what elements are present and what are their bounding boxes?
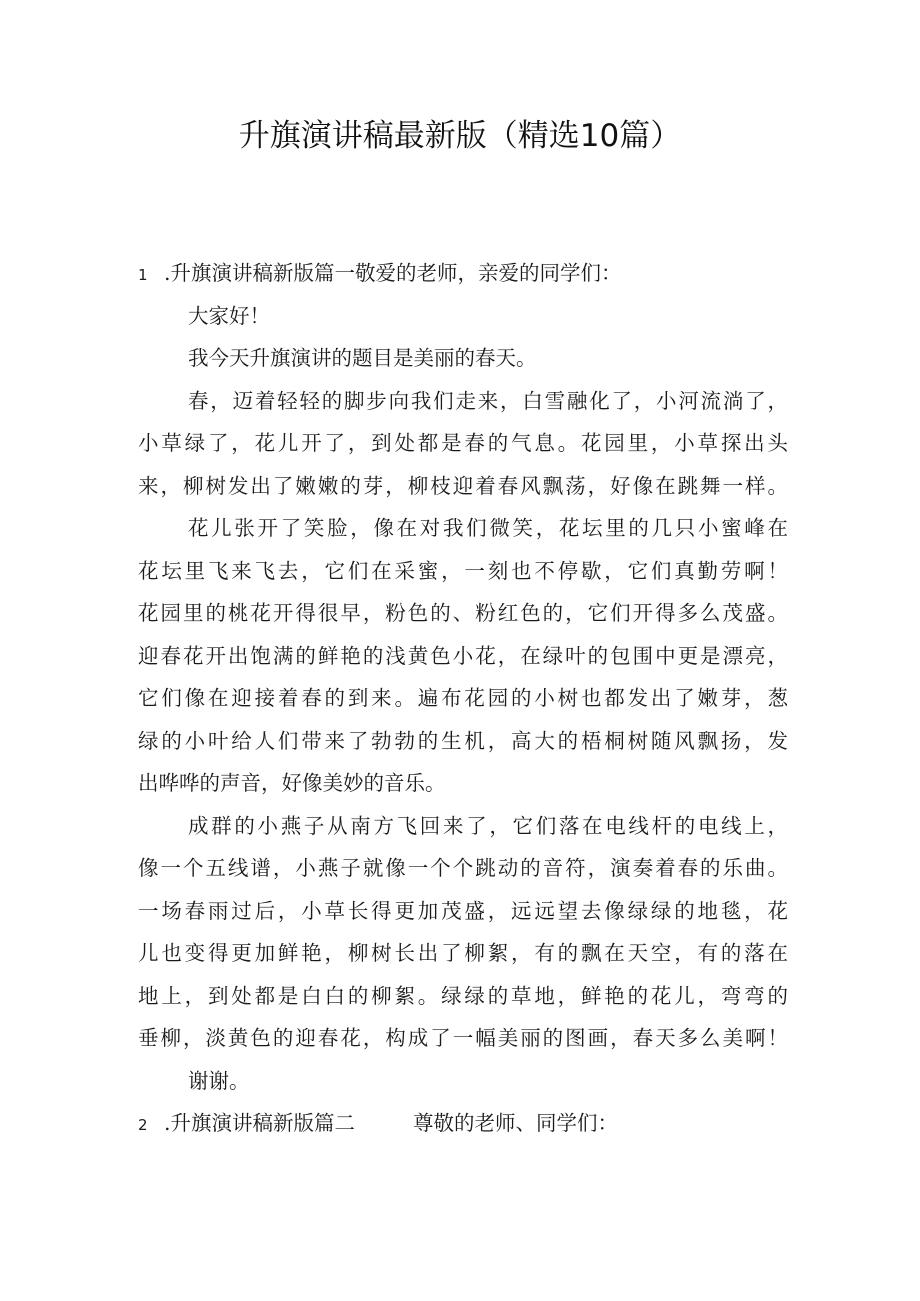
paragraph-line: 垂柳，淡黄色的迎春花，构成了一幅美丽的图画，春天多么美啊！ — [138, 1026, 788, 1050]
paragraph-line: 像一个五线谱，小燕子就像一个个跳动的音符，演奏着春的乐曲。 — [138, 856, 788, 880]
paragraph-line: 成群的小燕子从南方飞回来了，它们落在电线杆的电线上， — [188, 813, 788, 838]
closing-line: 谢谢。 — [188, 1068, 250, 1093]
greeting: 大家好！ — [188, 303, 270, 328]
paragraph-line: 它们像在迎接着春的到来。遍布花园的小树也都发出了嫩芽，葱 — [138, 686, 788, 710]
paragraph-line: 一场春雨过后，小草长得更加茂盛，远远望去像绿绿的地毯，花 — [138, 898, 788, 923]
section-2-heading — [138, 1102, 788, 1145]
paragraph-line: 迎春花开出饱满的鲜艳的浅黄色小花，在绿叶的包围中更是漂亮， — [138, 643, 788, 668]
paragraph-line: 花坛里飞来飞去，它们在采蜜，一刻也不停歇，它们真勤劳啊！ — [138, 558, 788, 583]
paragraph-line: 儿也变得更加鲜艳，柳树长出了柳絮，有的飘在天空，有的落在 — [138, 941, 788, 965]
section-1-heading — [138, 252, 788, 295]
paragraph-line: 春，迈着轻轻的脚步向我们走来，白雪融化了，小河流淌了， — [188, 388, 788, 413]
section-1-heading-text: .升旗演讲稿新版篇一敬爱的老师，亲爱的同学们： — [164, 261, 622, 285]
document-body — [138, 252, 788, 1145]
intro-line: 我今天升旗演讲的题目是美丽的春天。 — [188, 346, 537, 370]
section-2-salutation: 尊敬的老师、同学们： — [413, 1111, 619, 1135]
paragraph-1 — [138, 380, 788, 508]
paragraph-line: 小草绿了，花儿开了，到处都是春的气息。花园里，小草探出头 — [138, 431, 788, 455]
section-1-number: 1 — [138, 266, 148, 284]
paragraph-line: 花儿张开了笑脸，像在对我们微笑，花坛里的几只小蜜峰在 — [188, 516, 788, 540]
paragraph-line: 来，柳树发出了嫩嫩的芽，柳枝迎着春风飘荡，好像在跳舞一样。 — [138, 473, 788, 498]
paragraph-3 — [138, 805, 788, 1060]
paragraph-2 — [138, 507, 788, 805]
section-2-number: 2 — [138, 1116, 148, 1134]
paragraph-line: 地上，到处都是白白的柳絮。绿绿的草地，鲜艳的花儿，弯弯的 — [138, 983, 788, 1008]
document-title: 升旗演讲稿最新版（精选10篇） — [238, 118, 682, 154]
paragraph-line: 出哗哗的声音，好像美妙的音乐。 — [138, 771, 446, 795]
paragraph-line: 绿的小叶给人们带来了勃勃的生机，高大的梧桐树随风飘扬，发 — [138, 728, 788, 753]
section-2-heading-text: .升旗演讲稿新版篇二 — [164, 1111, 356, 1135]
paragraph-line: 花园里的桃花开得很早，粉色的、粉红色的，它们开得多么茂盛。 — [138, 601, 788, 625]
